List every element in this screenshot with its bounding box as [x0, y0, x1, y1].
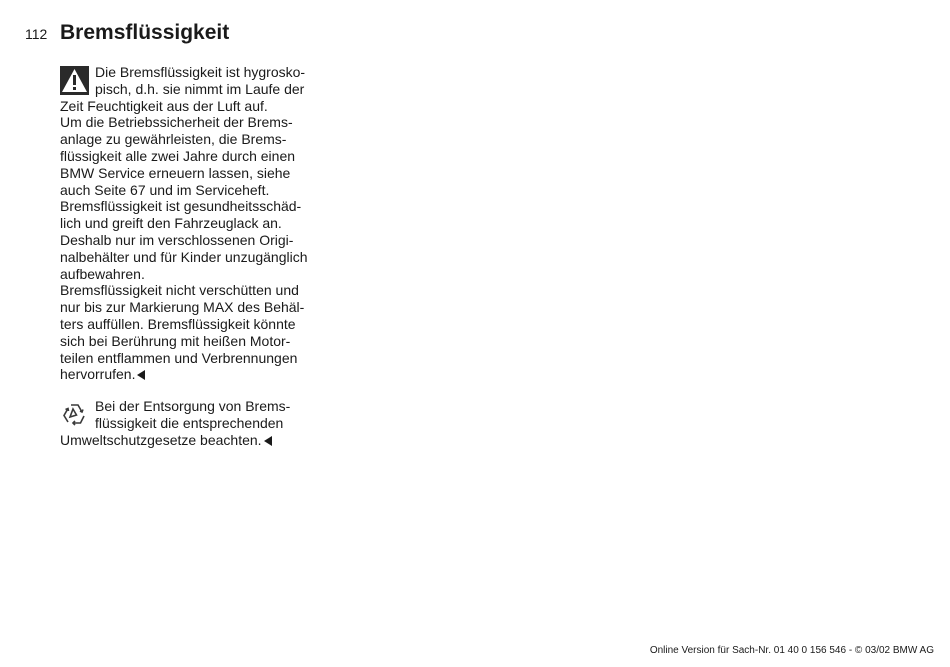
- text-line: flüssigkeit alle zwei Jahre durch einen: [60, 147, 296, 164]
- page-title: Bremsflüssigkeit: [60, 21, 230, 44]
- text-line: sich bei Berührung mit heißen Motor-: [60, 332, 291, 349]
- end-of-section-marker-icon: [137, 370, 145, 380]
- text-line: hervorrufen.: [60, 366, 136, 383]
- text-line: pisch, d.h. sie nimmt im Laufe der: [95, 80, 305, 97]
- footer-note: Online Version für Sach-Nr. 01 40 0 156 546 - © 03/02 BMW AG: [649, 645, 934, 656]
- text-line: Zeit Feuchtigkeit aus der Luft auf.: [60, 97, 268, 114]
- text-line: ters auffüllen. Bremsflüssigkeit könnte: [60, 315, 296, 332]
- page-number: 112: [25, 26, 48, 42]
- text-line: BMW Service erneuern lassen, siehe: [60, 164, 291, 181]
- text-line: aufbewahren.: [60, 265, 145, 282]
- text-line: teilen entflammen und Verbrennungen: [60, 349, 298, 366]
- warning-triangle-icon: [60, 66, 89, 95]
- text-line: nalbehälter und für Kinder unzugänglich: [60, 248, 308, 265]
- environment-section: [60, 398, 335, 448]
- text-line: flüssigkeit die entsprechenden: [95, 414, 284, 431]
- warning-section: [60, 64, 335, 383]
- text-line: Die Bremsflüssigkeit ist hygrosko-: [95, 64, 306, 80]
- end-of-section-marker-icon: [264, 436, 272, 446]
- text-line: Bei der Entsorgung von Brems-: [95, 398, 291, 414]
- text-line: Deshalb nur im verschlossenen Origi-: [60, 231, 294, 248]
- recycling-icon: [60, 400, 89, 429]
- environment-text: [60, 398, 335, 448]
- text-line: nur bis zur Markierung MAX des Behäl-: [60, 299, 305, 316]
- text-line: anlage zu gewährleisten, die Brems-: [60, 131, 287, 148]
- text-line: auch Seite 67 und im Serviceheft.: [60, 181, 270, 198]
- text-line: Um die Betriebssicherheit der Brems-: [60, 114, 293, 131]
- text-line: Umweltschutzgesetze beachten.: [60, 431, 262, 448]
- warning-text: [60, 64, 335, 383]
- text-line: Bremsflüssigkeit ist gesundheitsschäd-: [60, 198, 302, 215]
- text-line: lich und greift den Fahrzeuglack an.: [60, 215, 282, 232]
- text-line: Bremsflüssigkeit nicht verschütten und: [60, 282, 299, 299]
